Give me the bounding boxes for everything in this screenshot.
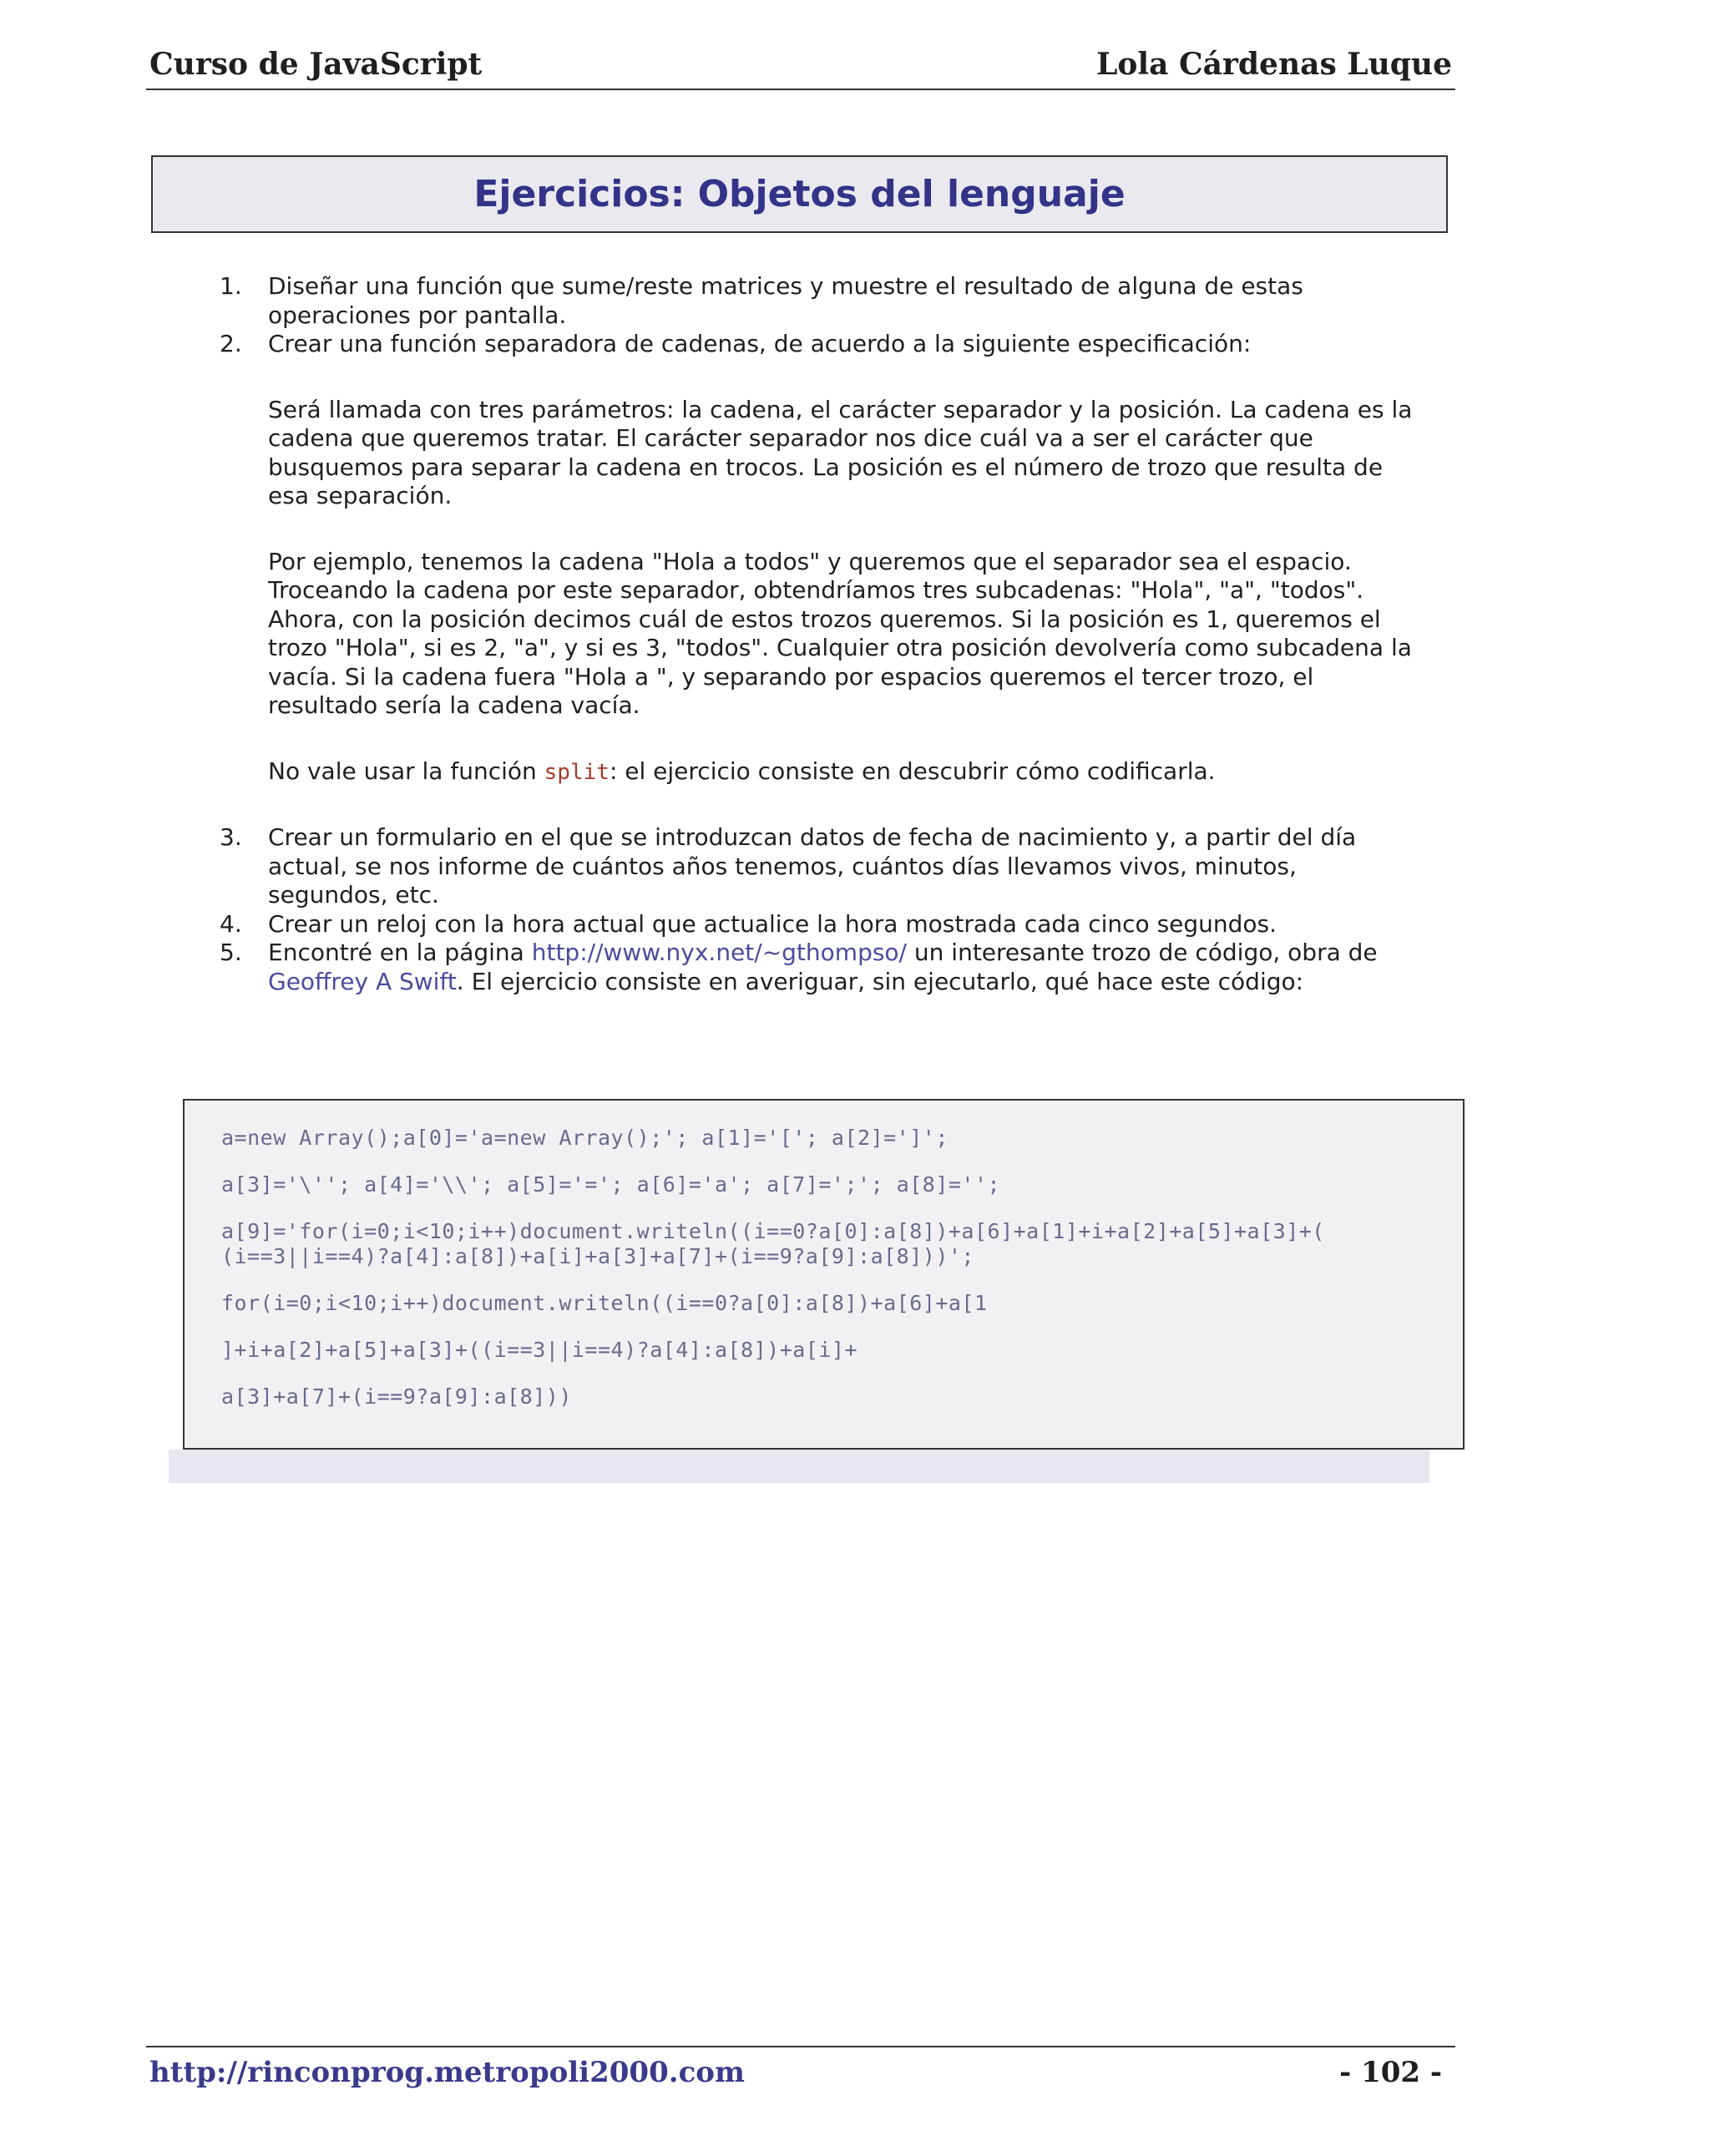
code-box-shadow [169,1450,1429,1483]
code-line-1: a=new Array();a[0]='a=new Array();'; a[1]='['; a[2]=']'; [221,1126,949,1150]
code-line-7: a[3]+a[7]+(i==9?a[9]:a[8])) [221,1384,572,1409]
spec-paragraph-1: Será llamada con tres parámetros: la cadena, el carácter separador y la posición. La cadena es la cadena que queremos tratar. El carácter separador nos dice cuál va a ser el carácter que busquemos para separar la cadena en trocos. La posición es el número de trozo que resulta de esa separación. [268,395,1413,509]
item-text: Crear un formulario en el que se introduzcan datos de fecha de nacimiento y, a partir del día actual, se nos informe de cuántos años tenemos, cuántos días llevamos vivos, minutos, segundos, etc. [268,823,1357,908]
item-number: 2. [220,330,242,357]
item-text: Diseñar una función que sume/reste matrices y muestre el resultado de alguna de estas operaciones por pantalla. [268,272,1303,329]
exercise-item-5 [220,939,1422,996]
footer-url-link[interactable]: http://rinconprog.metropoli2000.com [149,2056,745,2089]
exercise-item-3 [220,823,1422,910]
code-line-2: a[3]='\''; a[4]='\\'; a[5]='='; a[6]='a'; a[7]=';'; a[8]=''; [221,1172,1001,1197]
item-number: 5. [220,939,242,966]
code-line-3: a[9]='for(i=0;i<10;i++)document.writeln((i==0?a[0]:a[8])+a[6]+a[1]+i+a[2]+a[5]+a[3]+( [221,1219,1325,1243]
spec-paragraph-2: Por ejemplo, tenemos la cadena "Hola a todos" y queremos que el separador sea el espacio. Troceando la cadena por este separador, obtendríamos tres subcadenas: "Hola", "a", "todos". Ahora, con la posición decimos cuál de estos trozos queremos. Si la posición es 1, queremos el trozo "Hola", si es 2, "a", y si es 3, "todos". Cualquier otra posición devolvería como subcadena la vacía. Si la cadena fuera "Hola a ", y separando por espacios queremos el tercer trozo, el resultado sería la cadena vacía. [268,547,1412,719]
author-link[interactable]: Geoffrey A Swift [268,967,457,995]
split-note [268,757,1422,787]
code-line-4: (i==3||i==4)?a[4]:a[8])+a[i]+a[3]+a[7]+(i==9?a[9]:a[8]))'; [221,1244,974,1268]
item-text-part3: . El ejercicio consiste en averiguar, sin ejecutarlo, qué hace este código: [456,967,1304,995]
section-title-box [151,155,1448,233]
item-text: Crear un reloj con la hora actual que actualice la hora mostrada cada cinco segundos. [268,909,1277,938]
page-header [146,40,1455,90]
exercise-item-4 [220,910,1422,939]
item-number: 1. [220,272,242,300]
code-box [183,1099,1465,1450]
split-note-after: : el ejercicio consiste en descubrir cómo codificarla. [609,757,1216,785]
nyx-link[interactable]: http://www.nyx.net/~gthompso/ [531,939,907,966]
item-text-part2: un interesante trozo de código, obra de [907,939,1378,966]
split-note-before: No vale usar la función [268,757,544,785]
page-number: - 102 - [1339,2056,1442,2089]
item-text: Crear una función separadora de cadenas, de acuerdo a la siguiente especificación: [268,330,1252,357]
exercise-list [220,272,1422,996]
page-footer [146,2046,1455,2106]
split-code: split [544,759,610,785]
exercise-item-1 [220,272,1422,330]
exercise-item-2 [220,330,1422,359]
item-number: 3. [220,823,242,851]
code-line-6: ]+i+a[2]+a[5]+a[3]+((i==3||i==4)?a[4]:a[8])+a[i]+ [221,1338,858,1362]
header-author: Lola Cárdenas Luque [1096,47,1452,82]
section-title: Ejercicios: Objetos del lenguaje [473,173,1126,215]
header-course-title: Curso de JavaScript [149,47,483,82]
item-number: 4. [220,909,242,938]
code-line-5: for(i=0;i<10;i++)document.writeln((i==0?a[0]:a[8])+a[6]+a[1 [221,1291,988,1315]
item-text-part1: Encontré en la página [268,939,532,966]
